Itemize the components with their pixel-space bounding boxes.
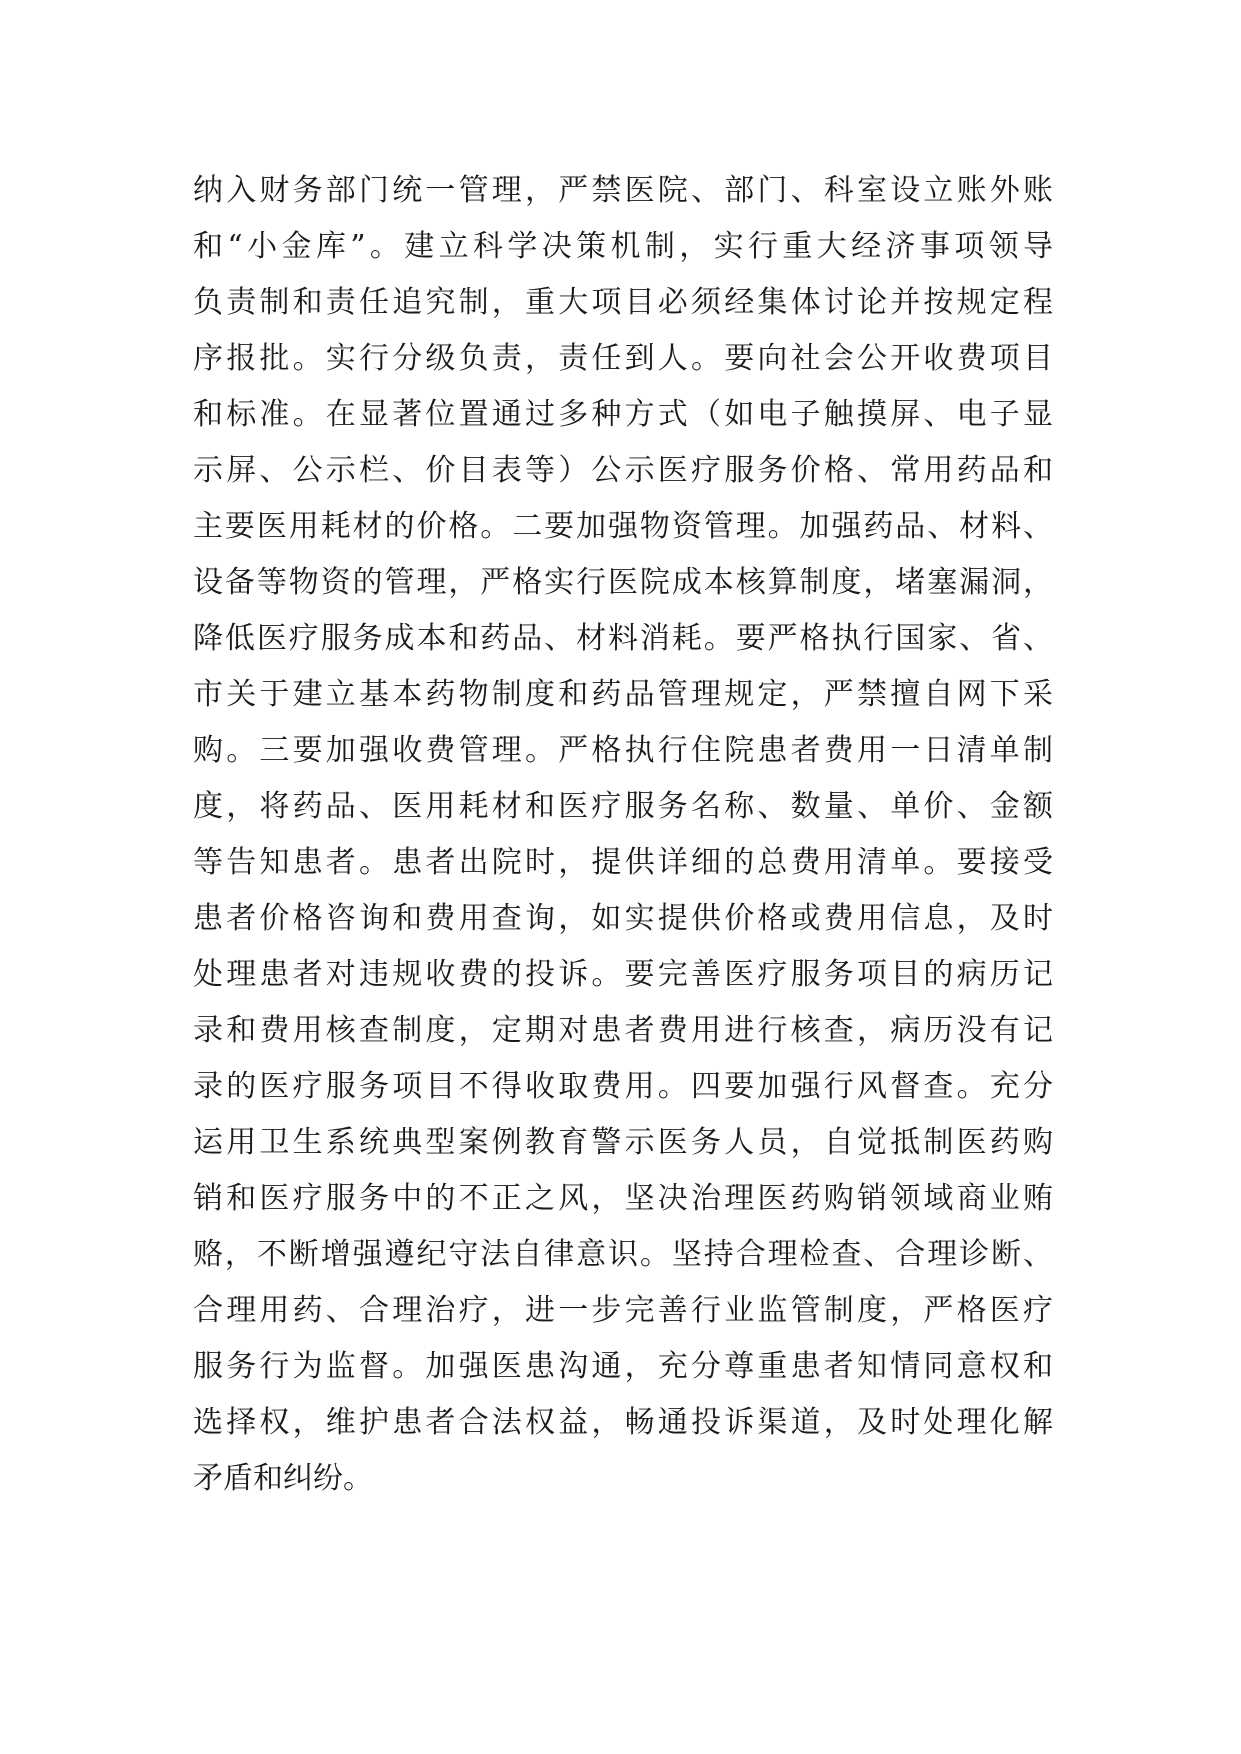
text-line: 购。三要加强收费管理。严格执行住院患者费用一日清单制 [193, 733, 1053, 768]
text-line: 合理用药、合理治疗，进一步完善行业监管制度，严格医疗 [193, 1293, 1053, 1328]
text-line: 负责制和责任追究制，重大项目必须经集体讨论并按规定程 [193, 285, 1053, 320]
text-line: 示屏、公示栏、价目表等）公示医疗服务价格、常用药品和 [193, 453, 1053, 488]
text-line: 和“小金库”。建立科学决策机制，实行重大经济事项领导 [193, 229, 1053, 264]
text-line: 赂，不断增强遵纪守法自律意识。坚持合理检查、合理诊断、 [193, 1237, 1053, 1272]
text-line: 主要医用耗材的价格。二要加强物资管理。加强药品、材料、 [193, 509, 1053, 544]
text-line: 降低医疗服务成本和药品、材料消耗。要严格执行国家、省、 [193, 621, 1053, 656]
text-line: 度，将药品、医用耗材和医疗服务名称、数量、单价、金额 [193, 789, 1053, 824]
text-line: 市关于建立基本药物制度和药品管理规定，严禁擅自网下采 [193, 677, 1053, 712]
text-line: 处理患者对违规收费的投诉。要完善医疗服务项目的病历记 [193, 957, 1053, 992]
text-line: 录和费用核查制度，定期对患者费用进行核查，病历没有记 [193, 1013, 1053, 1048]
text-line: 选择权，维护患者合法权益，畅通投诉渠道，及时处理化解 [193, 1405, 1053, 1440]
text-line: 服务行为监督。加强医患沟通，充分尊重患者知情同意权和 [193, 1349, 1053, 1384]
text-line: 录的医疗服务项目不得收取费用。四要加强行风督查。充分 [193, 1069, 1053, 1104]
text-line: 矛盾和纠纷。 [193, 1461, 373, 1496]
text-line: 纳入财务部门统一管理，严禁医院、部门、科室设立账外账 [193, 173, 1053, 208]
text-line: 序报批。实行分级负责，责任到人。要向社会公开收费项目 [193, 341, 1053, 376]
text-line: 等告知患者。患者出院时，提供详细的总费用清单。要接受 [193, 845, 1053, 880]
text-line: 患者价格咨询和费用查询，如实提供价格或费用信息，及时 [193, 901, 1053, 936]
text-line: 运用卫生系统典型案例教育警示医务人员，自觉抵制医药购 [193, 1125, 1053, 1160]
text-line: 销和医疗服务中的不正之风，坚决治理医药购销领域商业贿 [193, 1181, 1053, 1216]
text-line: 和标准。在显著位置通过多种方式（如电子触摸屏、电子显 [193, 397, 1053, 432]
body-paragraph [193, 163, 1053, 1507]
text-line: 设备等物资的管理，严格实行医院成本核算制度，堵塞漏洞， [193, 565, 1053, 600]
